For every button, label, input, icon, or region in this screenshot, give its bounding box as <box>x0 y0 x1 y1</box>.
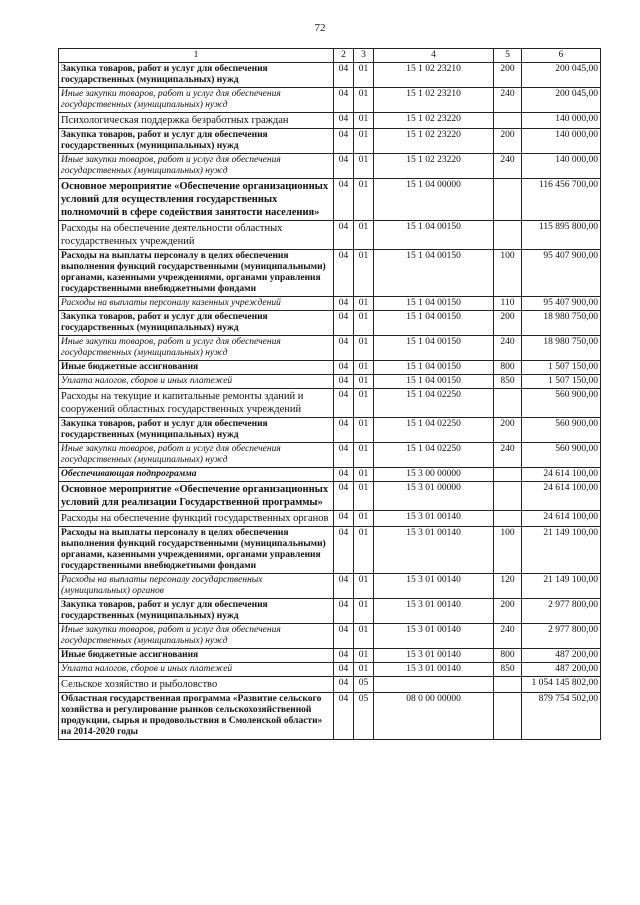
row-pr-cell: 01 <box>354 361 374 375</box>
row-sum-cell: 115 895 800,00 <box>522 221 601 250</box>
row-vr-cell <box>494 482 522 511</box>
row-sum-cell: 140 000,00 <box>522 113 601 129</box>
row-cs-cell <box>374 677 494 693</box>
row-name-cell: Иные закупки товаров, работ и услуг для обеспечения государственных (муниципальных) нужд <box>59 336 334 361</box>
table-row <box>59 63 601 88</box>
row-gr-cell: 04 <box>334 574 354 599</box>
row-vr-cell <box>494 179 522 221</box>
table-row <box>59 649 601 663</box>
row-sum-cell: 487 200,00 <box>522 649 601 663</box>
row-cs-cell: 15 1 04 00000 <box>374 179 494 221</box>
row-sum-cell: 24 614 100,00 <box>522 468 601 482</box>
row-gr-cell: 04 <box>334 527 354 574</box>
row-vr-cell: 240 <box>494 336 522 361</box>
row-gr-cell: 04 <box>334 389 354 418</box>
row-sum-cell: 18 980 750,00 <box>522 311 601 336</box>
row-name-cell: Расходы на выплаты персоналу в целях обеспечения выполнения функций государственными (муниципальными) органами, казенными учреждениями, органами управления государственными внебюджетными фондами <box>59 250 334 297</box>
row-pr-cell: 01 <box>354 418 374 443</box>
row-vr-cell <box>494 468 522 482</box>
row-sum-cell: 21 149 100,00 <box>522 574 601 599</box>
row-cs-cell: 15 1 04 02250 <box>374 418 494 443</box>
table-row <box>59 389 601 418</box>
row-vr-cell: 850 <box>494 663 522 677</box>
row-gr-cell: 04 <box>334 250 354 297</box>
table-row <box>59 375 601 389</box>
row-pr-cell: 01 <box>354 375 374 389</box>
row-sum-cell: 2 977 800,00 <box>522 599 601 624</box>
row-cs-cell: 15 3 01 00140 <box>374 599 494 624</box>
row-sum-cell: 24 614 100,00 <box>522 482 601 511</box>
table-row <box>59 311 601 336</box>
row-pr-cell: 01 <box>354 88 374 113</box>
row-pr-cell: 01 <box>354 221 374 250</box>
row-name-cell: Сельское хозяйство и рыболовство <box>59 677 334 693</box>
row-vr-cell: 200 <box>494 599 522 624</box>
row-gr-cell: 04 <box>334 663 354 677</box>
row-vr-cell: 120 <box>494 574 522 599</box>
row-name-cell: Психологическая поддержка безработных граждан <box>59 113 334 129</box>
row-gr-cell: 04 <box>334 221 354 250</box>
table-row <box>59 113 601 129</box>
row-name-cell: Расходы на обеспечение функций государственных органов <box>59 511 334 527</box>
row-pr-cell: 01 <box>354 297 374 311</box>
row-sum-cell: 560 900,00 <box>522 443 601 468</box>
row-gr-cell: 04 <box>334 311 354 336</box>
table-row <box>59 527 601 574</box>
table-row <box>59 179 601 221</box>
row-name-cell: Иные закупки товаров, работ и услуг для обеспечения государственных (муниципальных) нужд <box>59 443 334 468</box>
table-row <box>59 677 601 693</box>
row-cs-cell: 15 3 01 00140 <box>374 663 494 677</box>
row-sum-cell: 24 614 100,00 <box>522 511 601 527</box>
row-vr-cell: 240 <box>494 624 522 649</box>
row-name-cell: Закупка товаров, работ и услуг для обеспечения государственных (муниципальных) нужд <box>59 418 334 443</box>
table-row <box>59 221 601 250</box>
row-cs-cell: 15 3 01 00140 <box>374 527 494 574</box>
table-row <box>59 88 601 113</box>
row-vr-cell <box>494 677 522 693</box>
row-name-cell: Иные закупки товаров, работ и услуг для обеспечения государственных (муниципальных) нужд <box>59 154 334 179</box>
row-cs-cell: 08 0 00 00000 <box>374 693 494 740</box>
row-vr-cell: 240 <box>494 443 522 468</box>
row-gr-cell: 04 <box>334 418 354 443</box>
row-name-cell: Иные бюджетные ассигнования <box>59 361 334 375</box>
row-gr-cell: 04 <box>334 482 354 511</box>
header-cell: 5 <box>494 49 522 63</box>
row-gr-cell: 04 <box>334 443 354 468</box>
row-sum-cell: 95 407 900,00 <box>522 250 601 297</box>
row-name-cell: Расходы на обеспечение деятельности областных государственных учреждений <box>59 221 334 250</box>
row-cs-cell: 15 1 02 23220 <box>374 154 494 179</box>
row-vr-cell: 100 <box>494 527 522 574</box>
table-row <box>59 361 601 375</box>
row-sum-cell: 18 980 750,00 <box>522 336 601 361</box>
row-gr-cell: 04 <box>334 677 354 693</box>
row-pr-cell: 01 <box>354 649 374 663</box>
budget-table <box>58 48 601 740</box>
row-vr-cell <box>494 389 522 418</box>
row-name-cell: Обеспечивающая подпрограмма <box>59 468 334 482</box>
table-row <box>59 297 601 311</box>
row-pr-cell: 01 <box>354 511 374 527</box>
row-name-cell: Областная государственная программа «Развитие сельского хозяйства и регулирование рынков сельскохозяйственной продукции, сырья и продовольствия в Смоленской области» на 2014-2020 годы <box>59 693 334 740</box>
row-pr-cell: 01 <box>354 443 374 468</box>
row-cs-cell: 15 3 01 00140 <box>374 624 494 649</box>
row-sum-cell: 140 000,00 <box>522 154 601 179</box>
row-sum-cell: 1 054 145 802,00 <box>522 677 601 693</box>
row-vr-cell <box>494 113 522 129</box>
row-pr-cell: 01 <box>354 129 374 154</box>
row-vr-cell: 100 <box>494 250 522 297</box>
row-gr-cell: 04 <box>334 361 354 375</box>
row-name-cell: Иные закупки товаров, работ и услуг для обеспечения государственных (муниципальных) нужд <box>59 88 334 113</box>
row-pr-cell: 05 <box>354 677 374 693</box>
row-gr-cell: 04 <box>334 297 354 311</box>
row-sum-cell: 879 754 502,00 <box>522 693 601 740</box>
header-cell: 3 <box>354 49 374 63</box>
row-sum-cell: 2 977 800,00 <box>522 624 601 649</box>
row-gr-cell: 04 <box>334 375 354 389</box>
row-name-cell: Расходы на выплаты персоналу казенных учреждений <box>59 297 334 311</box>
row-pr-cell: 01 <box>354 113 374 129</box>
row-pr-cell: 01 <box>354 179 374 221</box>
row-sum-cell: 560 900,00 <box>522 418 601 443</box>
table-row <box>59 624 601 649</box>
row-cs-cell: 15 1 04 00150 <box>374 336 494 361</box>
header-cell: 1 <box>59 49 334 63</box>
row-cs-cell: 15 1 04 00150 <box>374 297 494 311</box>
row-gr-cell: 04 <box>334 129 354 154</box>
row-cs-cell: 15 1 04 00150 <box>374 361 494 375</box>
table-row <box>59 129 601 154</box>
row-cs-cell: 15 3 00 00000 <box>374 468 494 482</box>
table-row <box>59 663 601 677</box>
row-vr-cell: 800 <box>494 649 522 663</box>
row-sum-cell: 1 507 150,00 <box>522 375 601 389</box>
row-pr-cell: 01 <box>354 250 374 297</box>
row-pr-cell: 01 <box>354 527 374 574</box>
table-row <box>59 336 601 361</box>
row-sum-cell: 1 507 150,00 <box>522 361 601 375</box>
row-cs-cell: 15 1 04 02250 <box>374 389 494 418</box>
table-row <box>59 574 601 599</box>
row-vr-cell: 200 <box>494 129 522 154</box>
row-pr-cell: 01 <box>354 599 374 624</box>
row-cs-cell: 15 1 02 23210 <box>374 88 494 113</box>
row-cs-cell: 15 1 04 00150 <box>374 221 494 250</box>
row-name-cell: Иные бюджетные ассигнования <box>59 649 334 663</box>
row-pr-cell: 01 <box>354 624 374 649</box>
row-pr-cell: 01 <box>354 468 374 482</box>
row-name-cell: Уплата налогов, сборов и иных платежей <box>59 375 334 389</box>
row-sum-cell: 560 900,00 <box>522 389 601 418</box>
row-cs-cell: 15 1 02 23220 <box>374 113 494 129</box>
row-pr-cell: 01 <box>354 663 374 677</box>
header-cell: 2 <box>334 49 354 63</box>
row-pr-cell: 01 <box>354 154 374 179</box>
row-cs-cell: 15 1 04 00150 <box>374 311 494 336</box>
row-sum-cell: 95 407 900,00 <box>522 297 601 311</box>
row-vr-cell: 200 <box>494 418 522 443</box>
table-row <box>59 250 601 297</box>
row-gr-cell: 04 <box>334 511 354 527</box>
row-name-cell: Основное мероприятие «Обеспечение организационных условий для осуществления государственных полномочий в сфере содействия занятости населения» <box>59 179 334 221</box>
row-vr-cell: 240 <box>494 154 522 179</box>
row-gr-cell: 04 <box>334 113 354 129</box>
table-row <box>59 693 601 740</box>
row-vr-cell <box>494 693 522 740</box>
row-gr-cell: 04 <box>334 154 354 179</box>
row-gr-cell: 04 <box>334 693 354 740</box>
table-row <box>59 154 601 179</box>
row-name-cell: Закупка товаров, работ и услуг для обеспечения государственных (муниципальных) нужд <box>59 311 334 336</box>
row-sum-cell: 200 045,00 <box>522 63 601 88</box>
row-cs-cell: 15 3 01 00000 <box>374 482 494 511</box>
table-row <box>59 468 601 482</box>
row-gr-cell: 04 <box>334 649 354 663</box>
table-row <box>59 482 601 511</box>
row-gr-cell: 04 <box>334 179 354 221</box>
table-header-row <box>59 49 601 63</box>
table-row <box>59 599 601 624</box>
row-cs-cell: 15 1 04 02250 <box>374 443 494 468</box>
row-vr-cell: 800 <box>494 361 522 375</box>
row-gr-cell: 04 <box>334 599 354 624</box>
row-vr-cell: 850 <box>494 375 522 389</box>
row-gr-cell: 04 <box>334 88 354 113</box>
row-pr-cell: 01 <box>354 63 374 88</box>
row-name-cell: Иные закупки товаров, работ и услуг для обеспечения государственных (муниципальных) нужд <box>59 624 334 649</box>
row-name-cell: Расходы на выплаты персоналу государственных (муниципальных) органов <box>59 574 334 599</box>
row-gr-cell: 04 <box>334 336 354 361</box>
row-name-cell: Расходы на текущие и капитальные ремонты зданий и сооружений областных государственных учреждений <box>59 389 334 418</box>
row-name-cell: Уплата налогов, сборов и иных платежей <box>59 663 334 677</box>
row-gr-cell: 04 <box>334 63 354 88</box>
row-sum-cell: 116 456 700,00 <box>522 179 601 221</box>
page-number: 72 <box>314 22 326 34</box>
row-pr-cell: 01 <box>354 574 374 599</box>
row-name-cell: Закупка товаров, работ и услуг для обеспечения государственных (муниципальных) нужд <box>59 63 334 88</box>
row-name-cell: Расходы на выплаты персоналу в целях обеспечения выполнения функций государственными (муниципальными) органами, казенными учреждениями, органами управления государственными внебюджетными фондами <box>59 527 334 574</box>
row-vr-cell: 240 <box>494 88 522 113</box>
table-row <box>59 511 601 527</box>
row-cs-cell: 15 3 01 00140 <box>374 511 494 527</box>
row-vr-cell: 110 <box>494 297 522 311</box>
row-vr-cell <box>494 221 522 250</box>
row-name-cell: Закупка товаров, работ и услуг для обеспечения государственных (муниципальных) нужд <box>59 599 334 624</box>
row-cs-cell: 15 1 02 23210 <box>374 63 494 88</box>
row-gr-cell: 04 <box>334 468 354 482</box>
row-name-cell: Закупка товаров, работ и услуг для обеспечения государственных (муниципальных) нужд <box>59 129 334 154</box>
row-pr-cell: 05 <box>354 693 374 740</box>
row-cs-cell: 15 1 02 23220 <box>374 129 494 154</box>
header-cell: 4 <box>374 49 494 63</box>
row-sum-cell: 487 200,00 <box>522 663 601 677</box>
table-row <box>59 443 601 468</box>
row-pr-cell: 01 <box>354 311 374 336</box>
row-sum-cell: 140 000,00 <box>522 129 601 154</box>
row-sum-cell: 21 149 100,00 <box>522 527 601 574</box>
row-vr-cell: 200 <box>494 311 522 336</box>
row-pr-cell: 01 <box>354 482 374 511</box>
row-cs-cell: 15 1 04 00150 <box>374 250 494 297</box>
row-vr-cell <box>494 511 522 527</box>
row-gr-cell: 04 <box>334 624 354 649</box>
row-pr-cell: 01 <box>354 389 374 418</box>
row-cs-cell: 15 3 01 00140 <box>374 574 494 599</box>
row-cs-cell: 15 1 04 00150 <box>374 375 494 389</box>
row-sum-cell: 200 045,00 <box>522 88 601 113</box>
row-name-cell: Основное мероприятие «Обеспечение организационных условий для реализации Государственной программы» <box>59 482 334 511</box>
row-cs-cell: 15 3 01 00140 <box>374 649 494 663</box>
table-row <box>59 418 601 443</box>
row-pr-cell: 01 <box>354 336 374 361</box>
header-cell: 6 <box>522 49 601 63</box>
row-vr-cell: 200 <box>494 63 522 88</box>
